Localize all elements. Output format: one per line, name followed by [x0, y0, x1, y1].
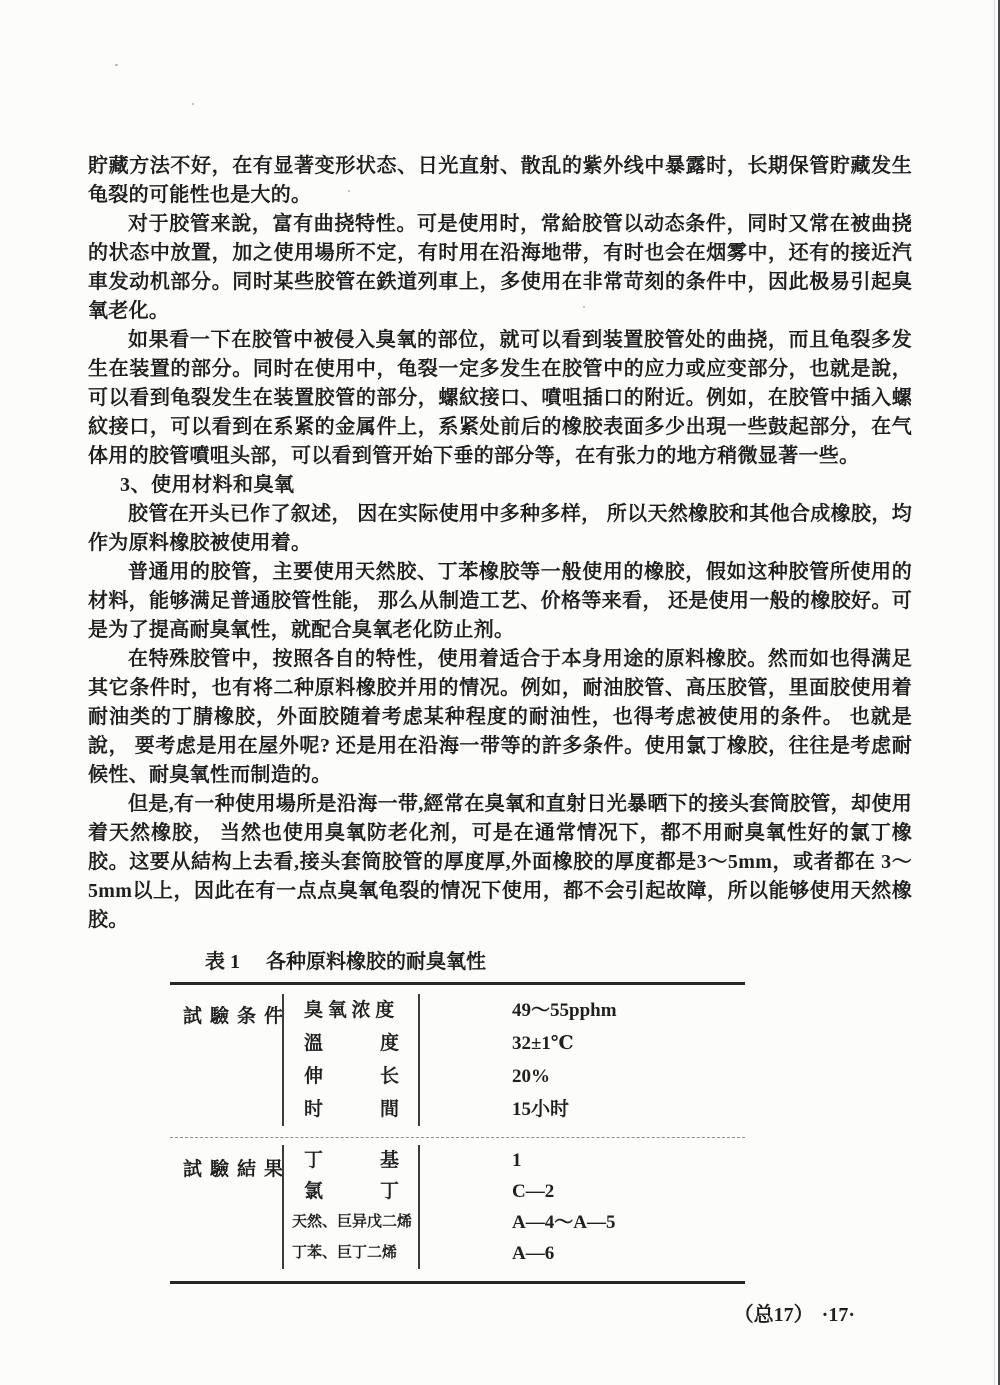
table-caption [205, 945, 912, 974]
row-value: A—4～A—5 [512, 1212, 616, 1233]
scan-speck [192, 103, 194, 105]
section-heading: 3、使用材料和臭氧 [120, 474, 295, 496]
row-value: 49～55pphm [512, 1000, 617, 1021]
row-parameter: 伸 长 [282, 1060, 420, 1093]
section-label: 試驗条件 [183, 1006, 291, 1027]
paragraph-storage-cracking: 貯藏方法不好，在有显著变形状态、日光直射、散乱的紫外线中暴露时，长期保管貯藏发生龟裂的可能性也是大的。 [88, 155, 912, 206]
row-value: 15小时 [512, 1099, 570, 1120]
table-row [282, 1060, 745, 1093]
table-row [282, 1027, 745, 1060]
scan-edge-shadow [994, 0, 995, 1385]
paragraph-hose-flexing: 对于胶管来說，富有曲挠特性。可是使用时，常給胶管以动态条件，同时又常在被曲挠的状态中放置，加之使用場所不定，有时用在沿海地带，有时也会在烟雾中，还有的接近汽車发动机部分。同时某些胶管在鉄道列車上，多使用在非常苛刻的条件中，因此极易引起臭氧老化。 [88, 213, 912, 322]
table-row [282, 1238, 745, 1269]
row-parameter: 丁苯、巨丁二烯 [282, 1238, 420, 1269]
section-rows [282, 985, 745, 1137]
table-row [282, 1093, 745, 1126]
row-parameter: 臭 氧 浓 度 [282, 994, 420, 1027]
text-block [88, 152, 912, 1327]
paragraph-common-hoses: 普通用的胶管，主要使用天然胶、丁苯橡胶等一般使用的橡胶，假如这种胶管所使用的材料，能够满足普通胶管性能， 那么从制造工艺、价格等来看， 还是使用一般的橡胶好。可是为了提高耐臭氧性，就配合臭氧老化防止剂。 [88, 561, 912, 641]
table-section-test-results [170, 1137, 745, 1281]
volume-label: （总17） [733, 1304, 804, 1326]
scan-speck [115, 64, 118, 66]
table-section-test-conditions [170, 985, 745, 1137]
section-label: 試驗結果 [183, 1159, 291, 1180]
paragraph-raw-rubber-intro: 胶管在开头已作了叙述， 因在实际使用中多种多样， 所以天然橡胶和其他合成橡胶，均作为原料橡胶被使用着。 [88, 503, 912, 554]
row-parameter: 溫 度 [282, 1027, 420, 1060]
table-number: 表 1 [205, 951, 240, 973]
row-parameter: 时 間 [282, 1093, 420, 1126]
table-row [282, 1207, 745, 1238]
table-title: 各种原料橡胶的耐臭氧性 [266, 951, 486, 973]
row-value: 1 [512, 1150, 522, 1171]
table-row [282, 994, 745, 1027]
row-parameter: 氯 丁 [282, 1176, 420, 1207]
paragraph-special-hoses: 在特殊胶管中，按照各自的特性，使用着适合于本身用途的原料橡胶。然而如也得满足其它条件时，也有将二种原料橡胶并用的情况。例如，耐油胶管、高压胶管，里面胶使用着耐油类的丁腈橡胶，外面胶随着考虑某种程度的耐油性，也得考虑被使用的条件。 也就是說， 要考虑是用在屋外呢? 还是用在沿海一带等的許多条件。使用氯丁橡胶，往往是考虑耐候性、耐臭氧性而制造的。 [88, 648, 912, 786]
section-rows [282, 1138, 745, 1281]
paragraph-coastal-use: 但是,有一种使用場所是沿海一带,經常在臭氧和直射日光暴晒下的接头套筒胶管，却使用着天然橡胶， 当然也使用臭氧防老化剂，可是在通常情况下，都不用耐臭氧性好的氯丁橡胶。这要从結构上去看,接头套筒胶管的厚度厚,外面橡胶的厚度都是3～5mm，或者都在 3～5mm以上，因此在有一点点臭氧龟裂的情况下使用，都不会引起故障，所以能够使用天然橡胶。 [88, 793, 912, 931]
row-value: A—6 [512, 1243, 555, 1264]
row-parameter: 丁 基 [282, 1145, 420, 1176]
ozone-resistance-table [170, 982, 745, 1284]
row-value: 20% [512, 1066, 550, 1087]
paragraph-ozone-attack-locations: 如果看一下在胶管中被侵入臭氧的部位，就可以看到装置胶管处的曲挠，而且龟裂多发生在装置的部分。同时在使用中，龟裂一定多发生在胶管中的应力或应变部分，也就是說，可以看到龟裂发生在装置胶管的部分，螺紋接口、噴咀插口的附近。例如，在胶管中插入螺紋接口，可以看到在系紧的金属件上，系紧处前后的橡胶表面多少出現一些鼓起部分，在气体用的胶管噴咀头部，可以看到管开始下垂的部分等，在有张力的地方稍微显著一些。 [88, 329, 912, 467]
page-footer [88, 1298, 912, 1327]
row-value: 32±1℃ [512, 1033, 574, 1054]
table-row [282, 1145, 745, 1176]
row-value: C—2 [512, 1181, 555, 1202]
page-number: ·17· [821, 1304, 855, 1326]
row-parameter: 天然、巨异戊二烯 [282, 1207, 420, 1238]
table-row [282, 1176, 745, 1207]
